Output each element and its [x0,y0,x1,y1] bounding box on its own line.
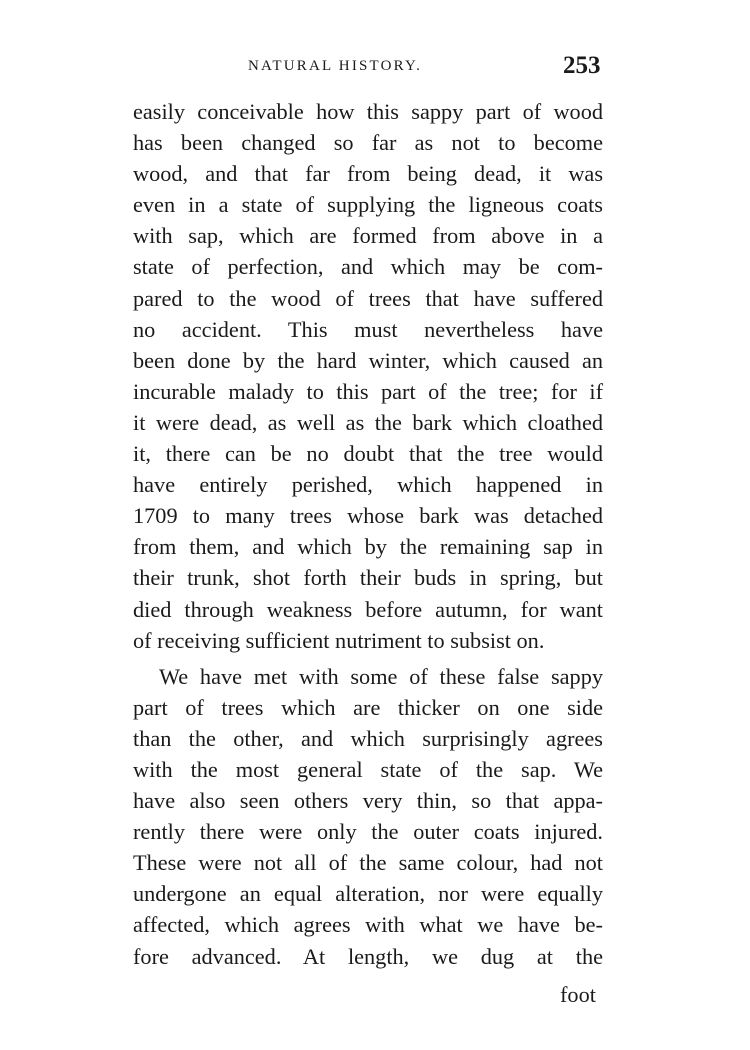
page-number: 253 [563,52,601,79]
text-line: These were not all of the same colour, had not [133,850,603,876]
paragraph-2 [133,661,603,972]
text-line: We have met with some of these false sappy [159,663,603,689]
text-line: it were dead, as well as the bark which cloathed [133,409,603,435]
text-line: their trunk, shot forth their buds in spring, but [133,565,603,591]
text-line: incurable malady to this part of the tree; for if [133,378,603,404]
text-line: than the other, and which surprisingly agrees [133,725,603,751]
text-line: has been changed so far as not to become [133,130,603,156]
page-header [0,52,750,82]
text-line: part of trees which are thicker on one side [133,694,603,720]
running-head: NATURAL HISTORY. [248,58,423,74]
text-line: from them, and which by the remaining sap in [133,534,603,560]
text-line: have entirely perished, which happened in [133,472,603,498]
text-line: died through weakness before autumn, for want [133,596,603,622]
text-line: even in a state of supplying the ligneous coats [133,192,603,218]
text-line: rently there were only the outer coats injured. [133,819,603,845]
text-line: of receiving sufficient nutriment to subsist on. [133,627,545,653]
text-line: 1709 to many trees whose bark was detached [133,503,603,529]
text-line: undergone an equal alteration, nor were equally [133,881,603,907]
catchword: foot [560,982,596,1007]
text-line: no accident. This must nevertheless have [133,316,603,342]
body-text [133,96,603,972]
text-line: easily conceivable how this sappy part of wood [133,99,603,124]
text-line: have also seen others very thin, so that appa- [133,788,603,814]
text-line: pared to the wood of trees that have suffered [133,285,603,311]
text-line: state of perfection, and which may be com- [133,254,603,280]
text-line: fore advanced. At length, we dug at the [133,943,603,969]
text-line: it, there can be no doubt that the tree would [133,441,603,467]
text-line: with the most general state of the sap. We [133,756,603,782]
text-line: been done by the hard winter, which caused an [133,347,603,373]
text-line: affected, which agrees with what we have be- [133,912,603,938]
text-line: wood, and that far from being dead, it was [133,161,603,187]
paragraph-1 [133,96,603,656]
text-line: with sap, which are formed from above in a [133,223,603,249]
